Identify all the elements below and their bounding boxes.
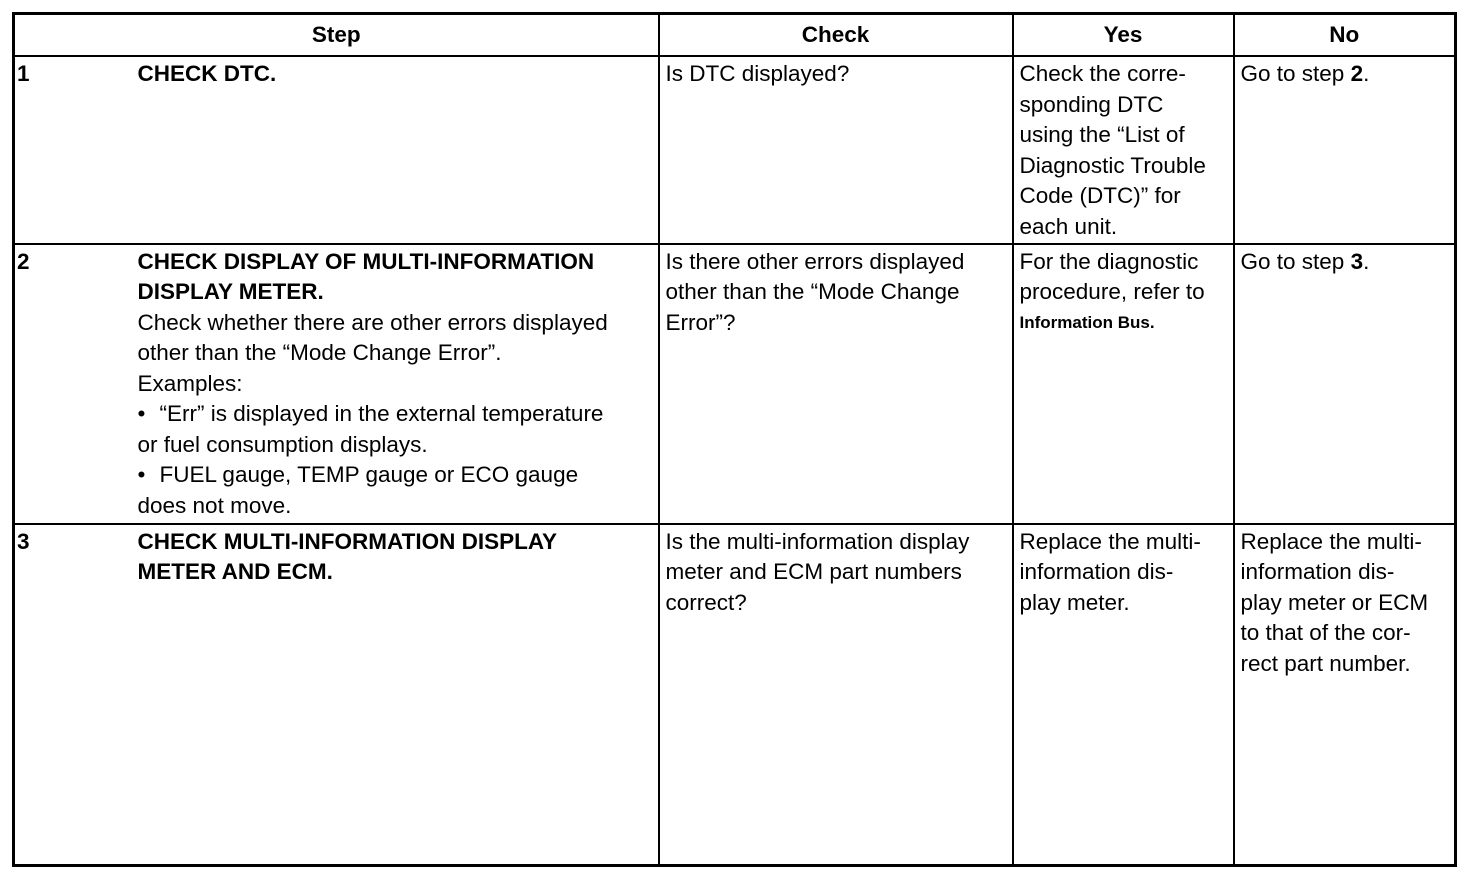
bullet-icon (138, 401, 160, 426)
step-cell (132, 244, 659, 524)
yes-cell (1013, 56, 1234, 244)
step-cell (132, 56, 659, 244)
bullet-text: “Err” is displayed in the external temperature (159, 401, 604, 427)
no-cell (1234, 524, 1456, 866)
header-check: Check (659, 14, 1013, 57)
header-no: No (1234, 14, 1456, 57)
step-title: CHECK DISPLAY OF MULTI-INFORMATION DISPLAY METER. (137, 248, 595, 305)
header-yes: Yes (1013, 14, 1234, 57)
step-body: Check whether there are other errors displayed other than the “Mode Change Error”. Examples: (137, 309, 608, 396)
yes-text: Replace the multi- information dis- play meter. (1019, 528, 1201, 615)
no-cell (1234, 56, 1456, 244)
step-number: 1 (14, 56, 132, 244)
check-cell (659, 56, 1013, 244)
bullet-item (138, 399, 652, 430)
check-cell (659, 524, 1013, 866)
no-step-link[interactable]: 2 (1350, 61, 1364, 86)
check-text: Is the multi-information display meter and ECM part numbers correct? (665, 528, 970, 615)
no-text-suffix: . (1363, 248, 1370, 274)
yes-text: For the diagnostic procedure, refer to (1019, 248, 1205, 305)
step-title: CHECK MULTI-INFORMATION DISPLAY METER AND ECM. (137, 528, 558, 585)
bullet-icon (138, 462, 160, 487)
reference-link[interactable]: Information Bus. (1019, 312, 1155, 332)
bullet-text: FUEL gauge, TEMP gauge or ECO gauge (159, 462, 579, 488)
check-text: Is DTC displayed? (665, 61, 850, 86)
no-text: Go to step (1240, 61, 1351, 86)
header-step: Step (14, 14, 659, 57)
yes-cell (1013, 524, 1234, 866)
step-title: CHECK DTC. (137, 61, 277, 86)
step-cell (132, 524, 659, 866)
table-row (14, 56, 1456, 244)
yes-text: Check the corre- sponding DTC using the “List of Diagnostic Trouble Code (DTC)” for each unit. (1019, 61, 1206, 239)
no-step-link[interactable]: 3 (1350, 248, 1364, 274)
no-text-suffix: . (1363, 61, 1370, 86)
step-number: 2 (14, 244, 132, 524)
bullet-item (138, 460, 652, 491)
table-row (14, 244, 1456, 524)
check-cell (659, 244, 1013, 524)
step-number: 3 (14, 524, 132, 866)
bullet-continuation: does not move. (137, 492, 292, 518)
check-text: Is there other errors displayed other than the “Mode Change Error”? (665, 248, 965, 335)
no-text: Go to step (1240, 248, 1351, 274)
no-text: Replace the multi- information dis- play meter or ECM to that of the cor- rect part number. (1240, 528, 1429, 676)
bullet-continuation: or fuel consumption displays. (137, 431, 428, 457)
no-cell (1234, 244, 1456, 524)
diagnosis-table (12, 12, 1457, 867)
table-row (14, 524, 1456, 866)
header-row (14, 14, 1456, 57)
yes-cell (1013, 244, 1234, 524)
